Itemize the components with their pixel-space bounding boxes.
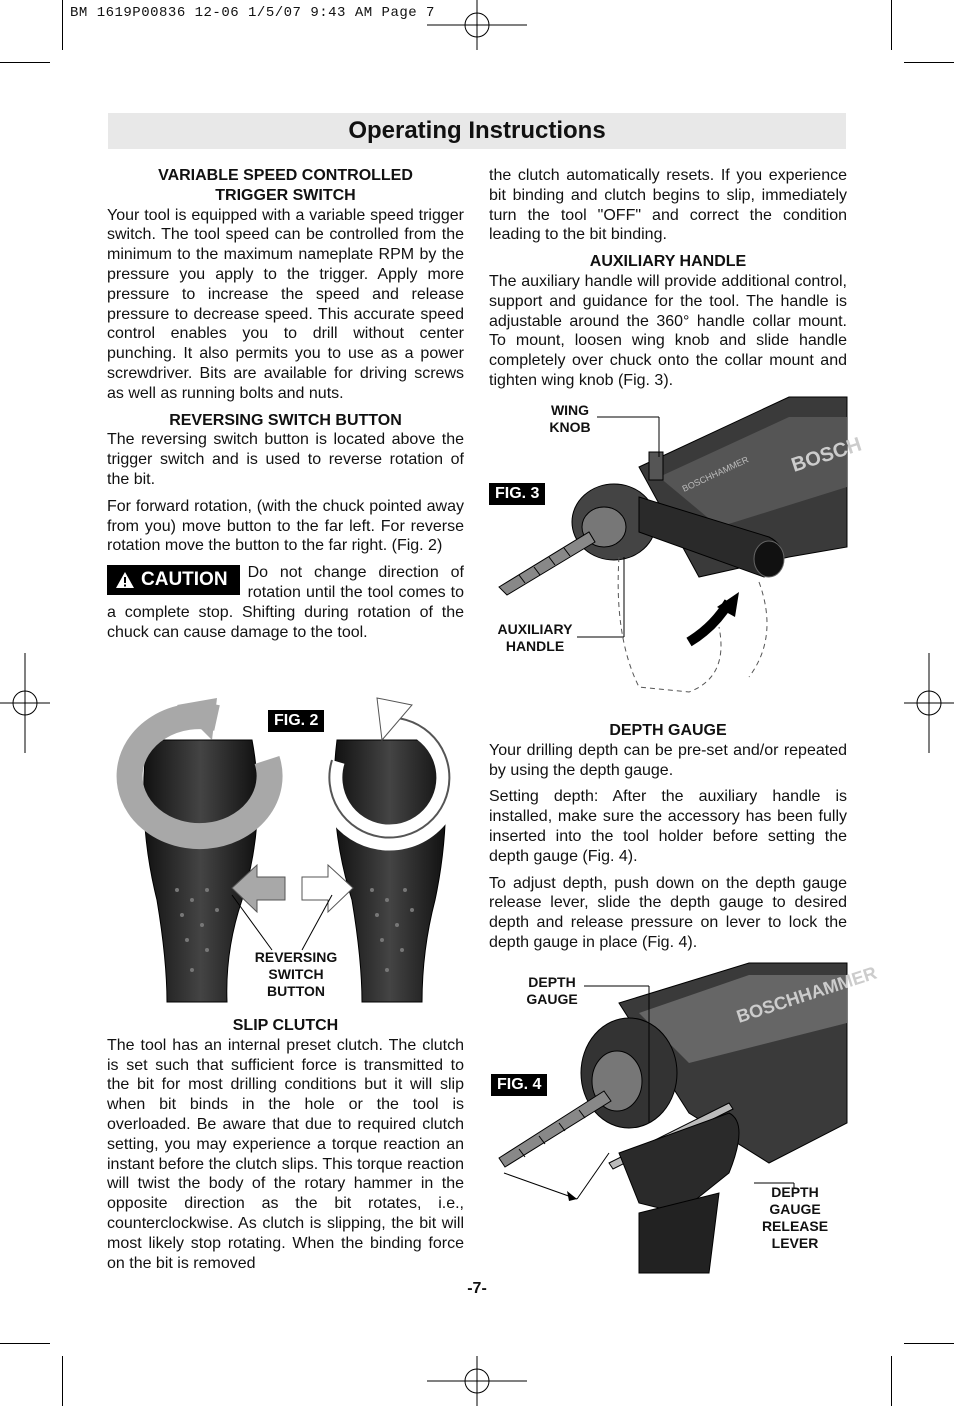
callout-line: KNOB <box>549 419 591 435</box>
paragraph: Your tool is equipped with a variable speed trigger switch. The tool speed can be controlled from the minimum to the maximum nameplate RPM by the pressure you apply to the trigger. Apply more pressure to increase the speed and release pressure to decrease speed. This accurate speed control enables you to drill without center punching. It also permits you to use as a power screwdriver. Bits are available for driving screws as well as running bolts and nuts. <box>107 206 464 402</box>
fig4-callout-release-lever <box>752 1184 838 1252</box>
heading-variable-speed <box>107 166 464 206</box>
caution-text: Do not change direction of rotation until the tool comes to a complete stop. Shifting during rotation of the chuck can cause damage to the tool. <box>107 564 464 641</box>
crop-mark <box>904 62 954 63</box>
crop-mark <box>62 1356 63 1406</box>
paragraph: The auxiliary handle will provide additional control, support and guidance for the tool. The handle is adjustable around the 360° handle collar mount. To mount, loosen wing knob and slide handle completely over chuck onto the collar mount and tighten wing knob (Fig. 3). <box>489 272 847 389</box>
crop-mark <box>891 0 892 50</box>
registration-mark-right <box>904 653 954 753</box>
callout-line: REVERSING <box>254 949 338 965</box>
registration-mark-top <box>427 0 527 50</box>
left-column-bottom <box>107 1016 464 1280</box>
heading-auxiliary-handle: AUXILIARY HANDLE <box>589 253 747 271</box>
heading-slip-clutch: SLIP CLUTCH <box>232 1017 339 1034</box>
fig4-brand: BOSCHHAMMER <box>734 962 880 1027</box>
callout-line: HANDLE <box>505 638 565 654</box>
fig3-illustration <box>489 397 865 702</box>
fig2-callout-reversing-switch <box>243 949 349 1000</box>
paragraph: Your drilling depth can be pre-set and/or repeated by using the depth gauge. <box>489 741 847 779</box>
paragraph: To adjust depth, push down on the depth gauge release lever, slide the depth gauge to desired depth and release pressure on lever to lock the depth gauge in place (Fig. 4). <box>489 874 847 951</box>
callout-line: DEPTH <box>528 974 576 990</box>
crop-mark <box>0 1343 50 1344</box>
fig3-callout-wing-knob <box>540 402 600 436</box>
crop-mark <box>904 1343 954 1344</box>
fig2-label: FIG. 2 <box>268 710 324 732</box>
crop-mark <box>891 1356 892 1406</box>
fig3-callout-auxiliary-handle <box>489 621 581 655</box>
caution-paragraph <box>107 563 464 642</box>
heading-line: VARIABLE SPEED CONTROLLED <box>158 167 413 184</box>
callout-line: SWITCH <box>268 966 324 982</box>
callout-line: LEVER <box>771 1235 819 1251</box>
heading-reversing-switch: REVERSING SWITCH BUTTON <box>169 411 402 429</box>
paragraph: For forward rotation, (with the chuck pointed away from you) move button to the far left. For reverse rotation move the button to the far right. (Fig. 2) <box>107 497 464 555</box>
heading-depth-gauge: DEPTH GAUGE <box>609 722 727 739</box>
right-column-middle <box>489 721 847 960</box>
callout-line: DEPTH <box>771 1184 819 1200</box>
paragraph: the clutch automatically resets. If you experience bit binding and clutch begins to slip, immediately turn the tool "OFF" and correct the condition leading to the bit binding. <box>489 167 847 244</box>
fig3-label: FIG. 3 <box>489 483 545 505</box>
callout-line: BUTTON <box>266 983 326 999</box>
callout-line: WING <box>550 402 590 418</box>
caution-badge <box>107 565 240 595</box>
fig3-brand-small: BOSCHHAMMER <box>680 454 751 494</box>
registration-mark-bottom <box>427 1356 527 1406</box>
registration-mark-left <box>0 653 50 753</box>
fig4-label: FIG. 4 <box>491 1074 547 1096</box>
crop-mark <box>0 62 50 63</box>
callout-line: AUXILIARY <box>497 621 573 637</box>
callout-line: RELEASE <box>761 1218 829 1234</box>
callout-line: GAUGE <box>526 991 578 1007</box>
warning-triangle-icon <box>115 571 135 589</box>
paragraph: Setting depth: After the auxiliary handle is installed, make sure the accessory has been fully inserted into the tool holder before setting the depth gauge (Fig. 4). <box>489 788 847 865</box>
crop-mark <box>62 0 63 50</box>
title-bar <box>108 113 846 149</box>
page-number: -7- <box>467 1280 487 1297</box>
paragraph: The tool has an internal preset clutch. The clutch is set such that sufficient force is transmitted to the bit for most drilling conditions but it will slip when bit binds in the hole or the tool is overloaded. Be aware that due to required clutch setting, you may experience a torque reaction an instant before the clutch slips. This torque reaction will twist the body of the rotary hammer in the opposite direction as the bit rotates, i.e., counterclockwise. As clutch is slipping, the bit will most likely stop rotating. When the binding force on the bit is removed <box>107 1036 464 1272</box>
callout-line: GAUGE <box>769 1201 821 1217</box>
print-slug: BM 1619P00836 12-06 1/5/07 9:43 AM Page 7 <box>70 5 435 21</box>
right-column-top <box>489 166 847 398</box>
heading-line: TRIGGER SWITCH <box>215 186 356 204</box>
page-title: Operating Instructions <box>348 117 606 144</box>
paragraph: The reversing switch button is located above the trigger switch and is used to reverse rotation of the bit. <box>107 431 464 488</box>
fig4-callout-depth-gauge <box>517 974 587 1008</box>
caution-label: CAUTION <box>141 569 228 591</box>
fig3-brand: BOSCH <box>788 433 865 477</box>
left-column-top <box>107 166 464 649</box>
